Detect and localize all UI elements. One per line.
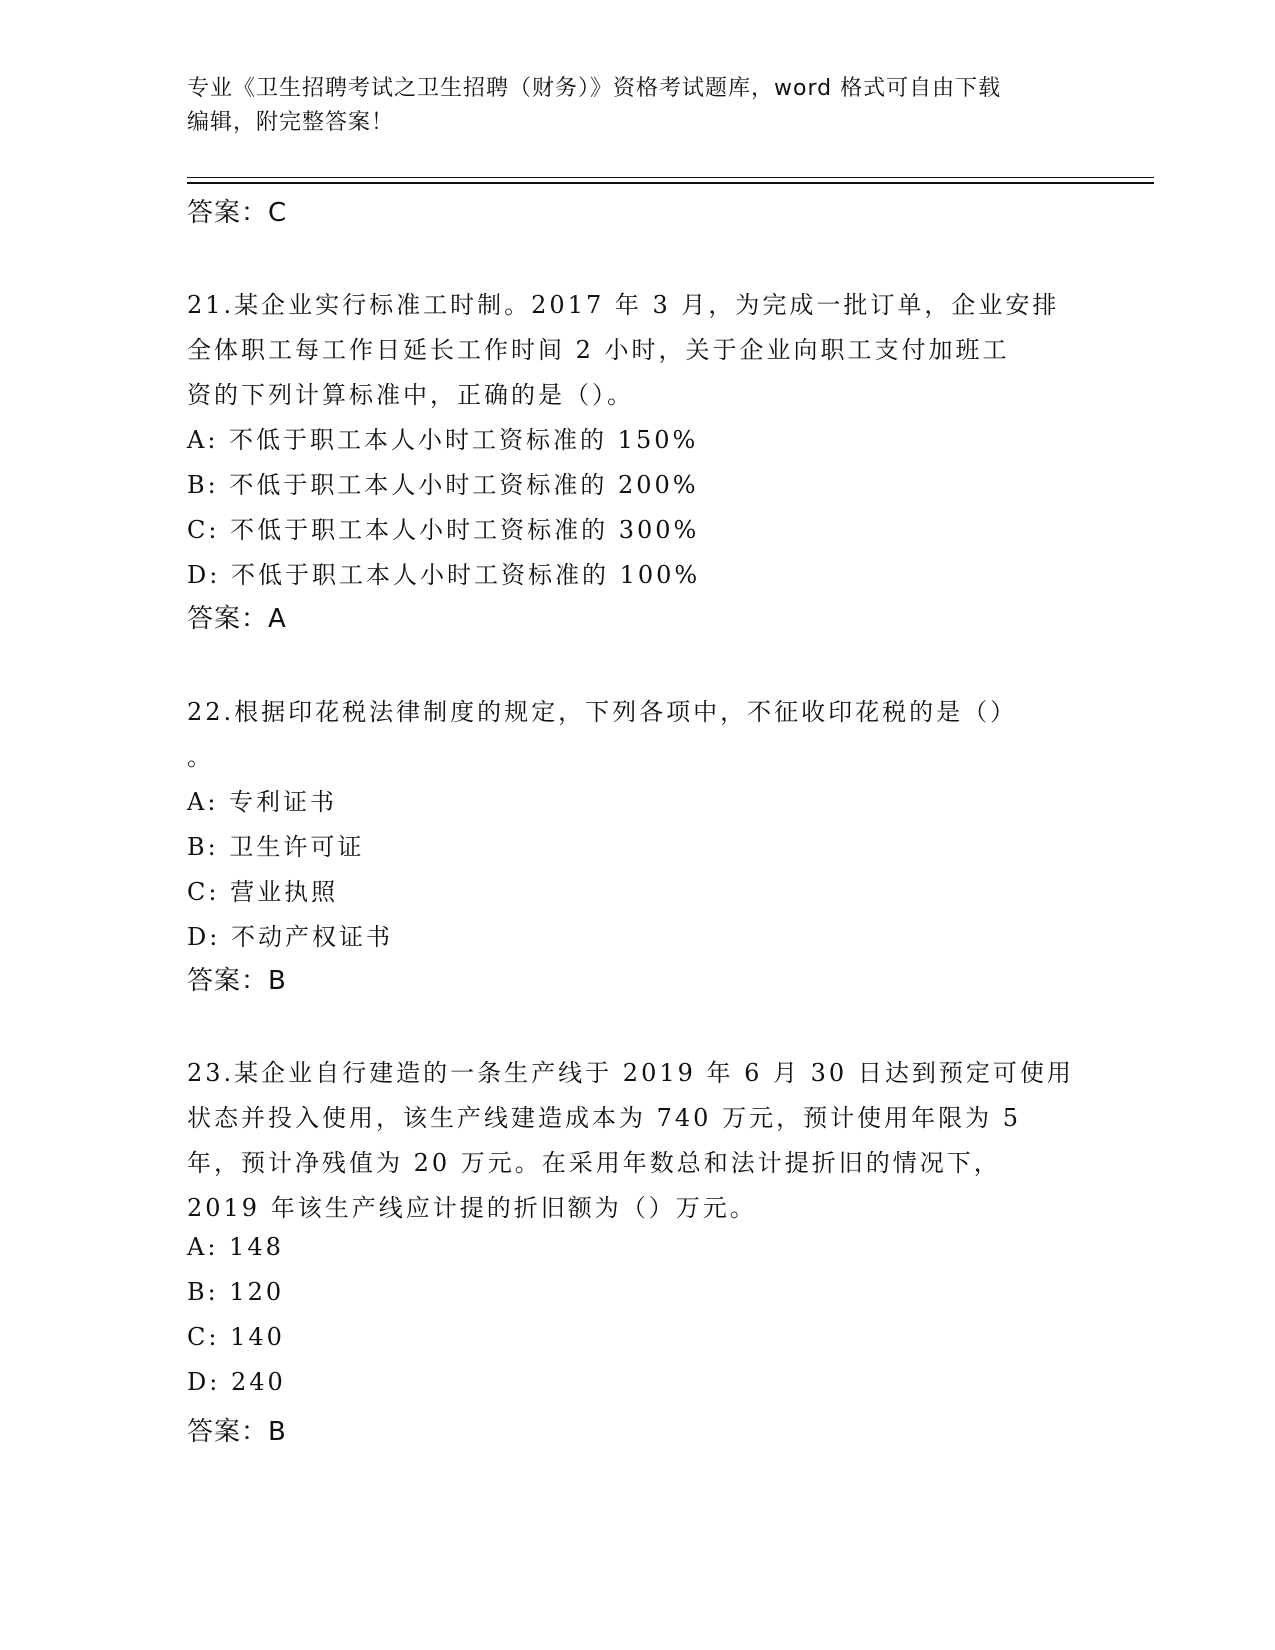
question-23-answer: 答案：B: [187, 1417, 287, 1447]
question-23-stem-line-1: 23.某企业自行建造的一条生产线于 2019 年 6 月 30 日达到预定可使用: [187, 1059, 1074, 1087]
question-23-option-b: B: 120: [187, 1278, 285, 1306]
question-22-option-c: C: 营业执照: [187, 878, 339, 906]
question-21-stem-line-1: 21.某企业实行标准工时制。2017 年 3 月，为完成一批订单，企业安排: [187, 291, 1060, 319]
question-22-answer: 答案：B: [187, 966, 287, 996]
header-divider-thin: [187, 177, 1154, 178]
question-23-option-d: D: 240: [187, 1368, 286, 1396]
question-22-option-b: B: 卫生许可证: [187, 833, 365, 861]
question-23-stem-line-4: 2019 年该生产线应计提的折旧额为（）万元。: [187, 1194, 757, 1222]
previous-answer: 答案：C: [187, 198, 288, 228]
question-23-option-c: C: 140: [187, 1323, 285, 1351]
question-21-option-b: B: 不低于职工本人小时工资标准的 200%: [187, 471, 699, 499]
header-line-1: 专业《卫生招聘考试之卫生招聘（财务）》资格考试题库，word 格式可自由下载: [187, 76, 1002, 101]
question-23-option-a: A: 148: [187, 1233, 284, 1261]
question-23-stem-line-3: 年，预计净残值为 20 万元。在采用年数总和法计提折旧的情况下，: [187, 1149, 1001, 1177]
document-header: [187, 72, 1067, 140]
question-23-stem-line-2: 状态并投入使用，该生产线建造成本为 740 万元，预计使用年限为 5: [187, 1104, 1021, 1132]
question-21-option-a: A: 不低于职工本人小时工资标准的 150%: [187, 426, 699, 454]
question-22-option-d: D: 不动产权证书: [187, 923, 393, 951]
question-21-answer: 答案：A: [187, 604, 287, 634]
question-22-stem-line-1: 22.根据印花税法律制度的规定，下列各项中，不征收印花税的是（）: [187, 698, 1018, 726]
question-21-option-c: C: 不低于职工本人小时工资标准的 300%: [187, 516, 700, 544]
header-line-2: 编辑，附完整答案！: [187, 110, 395, 135]
question-22-stem-line-2: 。: [187, 743, 214, 771]
question-22-option-a: A: 专利证书: [187, 788, 338, 816]
question-21-stem-line-2: 全体职工每工作日延长工作时间 2 小时，关于企业向职工支付加班工: [187, 336, 1010, 364]
question-21-option-d: D: 不低于职工本人小时工资标准的 100%: [187, 561, 701, 589]
header-divider-thick: [187, 182, 1154, 184]
question-21-stem-line-3: 资的下列计算标准中，正确的是（）。: [187, 381, 634, 409]
